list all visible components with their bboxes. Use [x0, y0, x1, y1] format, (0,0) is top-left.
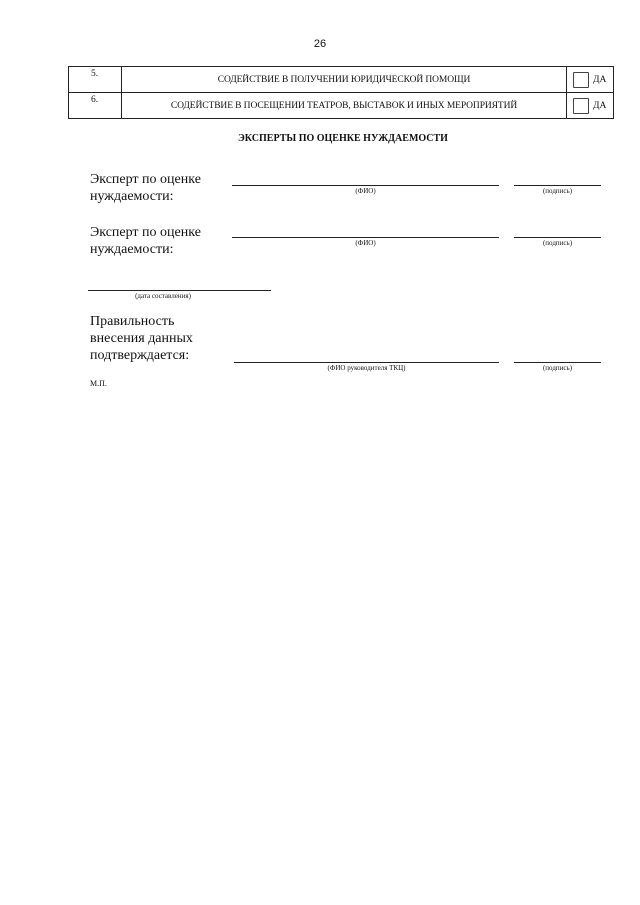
stamp-label: М.П. — [90, 379, 107, 388]
date-line[interactable] — [88, 290, 271, 291]
date-caption: (дата составления) — [135, 292, 191, 300]
signature-caption: (подпись) — [542, 239, 573, 247]
checkbox-label: ДА — [593, 74, 607, 85]
checkbox-cell — [567, 93, 614, 119]
fio-caption: (ФИО) — [355, 239, 376, 247]
section-title: ЭКСПЕРТЫ ПО ОЦЕНКЕ НУЖДАЕМОСТИ — [238, 133, 448, 144]
service-text: СОДЕЙСТВИЕ В ПОСЕЩЕНИИ ТЕАТРОВ, ВЫСТАВОК И ИНЫХ МЕРОПРИЯТИЙ — [122, 93, 567, 119]
signature-caption: (подпись) — [542, 187, 573, 195]
signature-line[interactable] — [514, 237, 601, 238]
service-number: 6. — [69, 93, 122, 119]
manager-fio-line[interactable] — [234, 362, 499, 363]
fio-line[interactable] — [232, 237, 499, 238]
expert-label: Эксперт по оценке нуждаемости: — [90, 225, 201, 257]
checkbox-cell — [567, 67, 614, 93]
checkbox-label: ДА — [593, 100, 607, 111]
expert-label: Эксперт по оценке нуждаемости: — [90, 172, 201, 204]
signature-line[interactable] — [514, 185, 601, 186]
fio-caption: (ФИО) — [355, 187, 376, 195]
confirmation-label: Правильность внесения данных подтверждается: — [90, 314, 193, 363]
service-text: СОДЕЙСТВИЕ В ПОЛУЧЕНИИ ЮРИДИЧЕСКОЙ ПОМОЩИ — [122, 67, 567, 93]
signature-line[interactable] — [514, 362, 601, 363]
table-row — [69, 93, 614, 119]
table-row — [69, 67, 614, 93]
yes-checkbox[interactable] — [573, 98, 589, 114]
fio-line[interactable] — [232, 185, 499, 186]
page-number: 26 — [313, 38, 327, 50]
services-table — [68, 66, 614, 119]
manager-fio-caption: (ФИО руководителя ТКЦ) — [327, 364, 406, 372]
signature-caption: (подпись) — [542, 364, 573, 372]
service-number: 5. — [69, 67, 122, 93]
yes-checkbox[interactable] — [573, 72, 589, 88]
